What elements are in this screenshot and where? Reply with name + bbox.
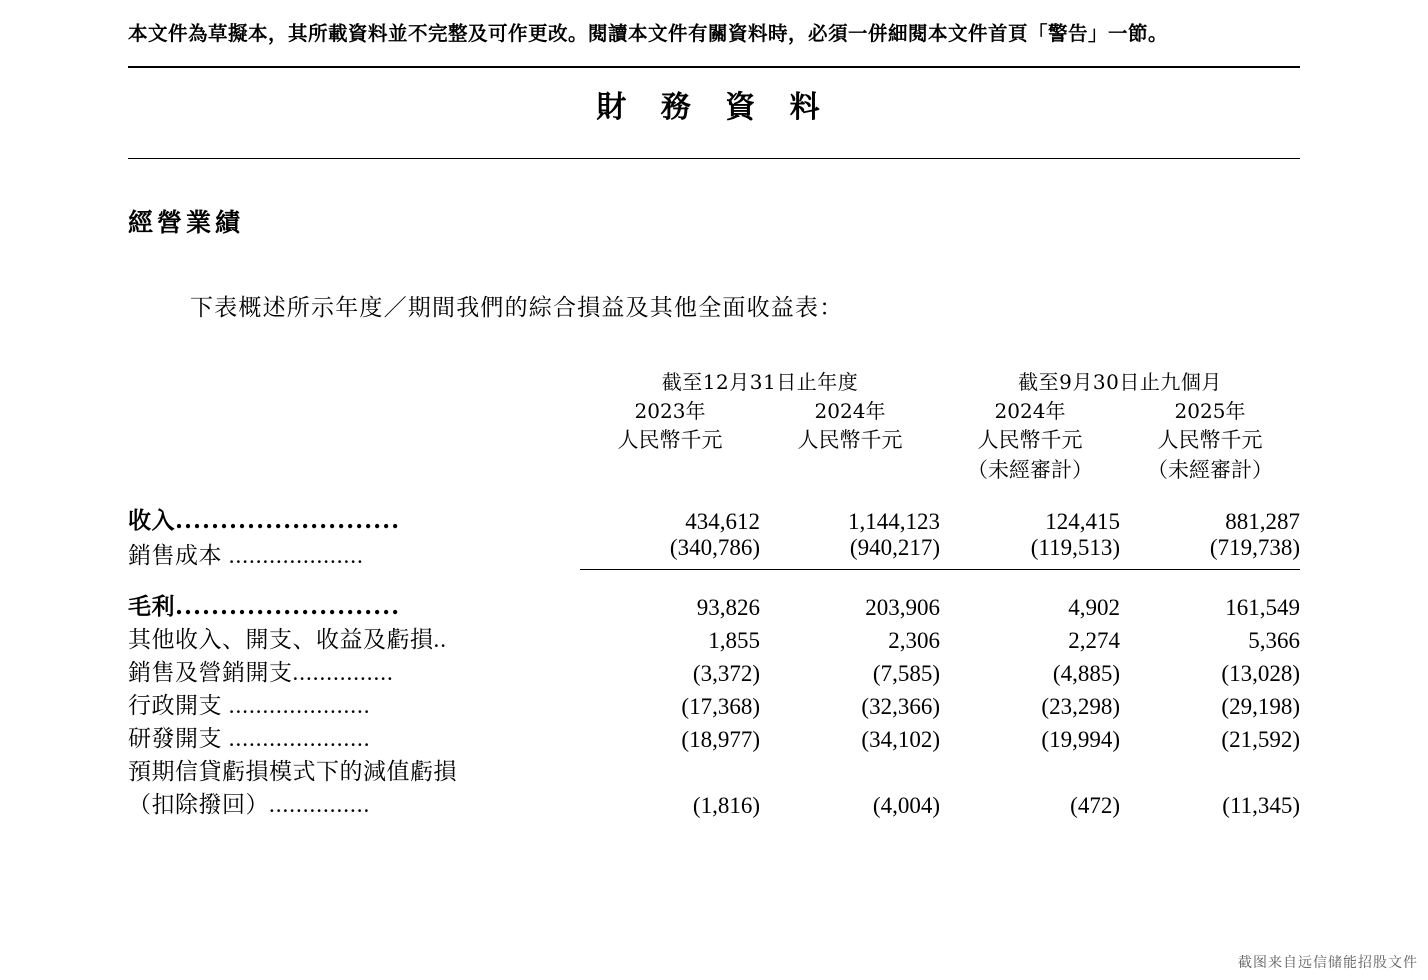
cell-rd-expenses-2023: (18,977): [681, 727, 760, 752]
row-label-text: 銷售及營銷開支: [128, 660, 293, 685]
cell-ecl-impairment-2023: [580, 753, 760, 786]
table-year-header-row: [128, 395, 1300, 424]
year-header-2024-interim: 2024年: [994, 399, 1066, 423]
row-leaders: .....................: [222, 693, 371, 718]
unit-note-2024: [760, 454, 940, 484]
row-leaders: .....................: [222, 726, 371, 751]
cell-gross-profit-2024: 203,906: [865, 595, 940, 620]
table-row: [128, 621, 1300, 654]
cell-ecl-impairment-2024: [760, 753, 940, 786]
row-leaders: ..: [433, 627, 447, 652]
row-label-text: 收入: [128, 507, 175, 534]
table-spacer-row: [128, 570, 1300, 588]
cell-rd-expenses-2024-interim: (19,994): [1041, 727, 1120, 752]
unit-note-2023: [580, 454, 760, 484]
cell-net-of-reversal-2023: (1,816): [692, 793, 760, 818]
year-header-2024: 2024年: [814, 399, 886, 423]
row-label-admin-expenses: [128, 687, 580, 720]
cell-cost-of-sales-2024: [760, 535, 940, 570]
header-rule-bottom: [128, 158, 1300, 159]
unit-note-2024-interim: （未經審計）: [967, 458, 1093, 482]
year-header-2023: 2023年: [634, 399, 706, 423]
cell-cost-of-sales-2024-interim: [940, 535, 1120, 570]
unit-2024-interim: 人民幣千元: [977, 428, 1083, 452]
cell-gross-profit-2025-interim: 161,549: [1225, 595, 1300, 620]
table-spacer-row: [128, 484, 1300, 502]
cell-cost-of-sales-2025-interim: [1120, 535, 1300, 570]
row-leaders: .........................: [175, 593, 401, 620]
section-lead-paragraph: 下表概述所示年度／期間我們的綜合損益及其他全面收益表：: [190, 295, 844, 320]
row-leaders: ....................: [222, 543, 364, 568]
cell-cost-of-sales-2023: [580, 535, 760, 570]
cell-other-income-2024-interim: 2,274: [1068, 628, 1120, 653]
row-label-text: 銷售成本: [128, 543, 222, 568]
table-unit-note-row: [128, 454, 1300, 484]
cell-admin-expenses-2025-interim: (29,198): [1221, 694, 1300, 719]
cell-revenue-2023: 434,612: [685, 509, 760, 534]
row-label-ecl-impairment: [128, 753, 580, 786]
cell-selling-expenses-2025-interim: (13,028): [1221, 661, 1300, 686]
row-label-text: （扣除撥回）: [128, 792, 269, 817]
cell-net-of-reversal-2025-interim: (11,345): [1222, 793, 1300, 818]
year-header-2025-interim: 2025年: [1174, 399, 1246, 423]
cell-ecl-impairment-2025-interim: [1120, 753, 1300, 786]
draft-notice: 本文件為草擬本，其所載資料並不完整及可作更改。閱讀本文件有關資料時，必須一併細閱本文件首頁「警告」一節。: [128, 22, 1169, 45]
cell-admin-expenses-2024: (32,366): [861, 694, 940, 719]
cell-gross-profit-2023: 93,826: [696, 595, 760, 620]
row-label-text: 預期信貸虧損模式下的減值虧損: [128, 759, 457, 784]
table-row: [128, 588, 1300, 621]
cell-rd-expenses-2024: (34,102): [861, 727, 940, 752]
cell-admin-expenses-2024-interim: (23,298): [1041, 694, 1120, 719]
cell-value: (719,738): [1209, 535, 1300, 560]
row-leaders: .........................: [175, 507, 401, 534]
year-header-spacer: [128, 395, 580, 424]
cell-net-of-reversal-2024: (4,004): [872, 793, 940, 818]
cell-rd-expenses-2025-interim: (21,592): [1221, 727, 1300, 752]
table-row: [128, 720, 1300, 753]
unit-2024: 人民幣千元: [797, 428, 903, 452]
row-label-text: 其他收入、開支、收益及虧損: [128, 627, 434, 652]
unit-2025-interim: 人民幣千元: [1157, 428, 1263, 452]
cell-selling-expenses-2024-interim: (4,885): [1052, 661, 1120, 686]
table-corner-cell: [128, 366, 580, 395]
row-label-selling-expenses: [128, 654, 580, 687]
cell-revenue-2024-interim: 124,415: [1045, 509, 1120, 534]
table-row: [128, 687, 1300, 720]
row-label-gross-profit: [128, 588, 580, 621]
cell-selling-expenses-2024: (7,585): [872, 661, 940, 686]
row-label-revenue: [128, 502, 580, 535]
cell-value: (940,217): [849, 535, 940, 560]
page-title: 財 務 資 料: [596, 90, 832, 125]
row-leaders: ...............: [292, 660, 394, 685]
cell-selling-expenses-2023: (3,372): [692, 661, 760, 686]
cell-admin-expenses-2023: (17,368): [681, 694, 760, 719]
row-leaders: ...............: [269, 792, 371, 817]
cell-value: (119,513): [1030, 535, 1120, 560]
table-row: [128, 502, 1300, 535]
unit-note-2025-interim: （未經審計）: [1147, 458, 1273, 482]
row-label-text: 研發開支: [128, 726, 222, 751]
table-unit-row: [128, 424, 1300, 454]
row-label-net-of-reversal: [128, 786, 580, 819]
table-row: [128, 654, 1300, 687]
financial-summary-table: [128, 366, 1300, 819]
cell-ecl-impairment-2024-interim: [940, 753, 1120, 786]
cell-other-income-2024: 2,306: [888, 628, 940, 653]
section-heading: 經營業績: [128, 208, 245, 237]
table-group-header-row: [128, 366, 1300, 395]
watermark-label: 截图来自远信储能招股文件: [1238, 955, 1418, 971]
row-label-text: 行政開支: [128, 693, 222, 718]
cell-value: (340,786): [669, 535, 760, 560]
cell-revenue-2025-interim: 881,287: [1225, 509, 1300, 534]
row-label-text: 毛利: [128, 593, 175, 620]
row-label-rd-expenses: [128, 720, 580, 753]
table-row: [128, 535, 1300, 570]
cell-net-of-reversal-2024-interim: (472): [1070, 793, 1120, 818]
cell-gross-profit-2024-interim: 4,902: [1068, 595, 1120, 620]
spacer-cell: [128, 484, 1300, 502]
group-header-annual: 截至12月31日止年度: [661, 370, 859, 394]
unit-note-spacer: [128, 454, 580, 484]
spacer-cell: [128, 570, 1300, 588]
table-row: [128, 753, 1300, 786]
cell-revenue-2024: 1,144,123: [848, 509, 940, 534]
unit-2023: 人民幣千元: [617, 428, 723, 452]
row-label-cost-of-sales: [128, 535, 580, 570]
row-label-other-income: [128, 621, 580, 654]
group-header-nine-months: 截至9月30日止九個月: [1018, 370, 1222, 394]
table-row: [128, 786, 1300, 819]
cell-other-income-2023: 1,855: [708, 628, 760, 653]
cell-other-income-2025-interim: 5,366: [1248, 628, 1300, 653]
unit-spacer: [128, 424, 580, 454]
